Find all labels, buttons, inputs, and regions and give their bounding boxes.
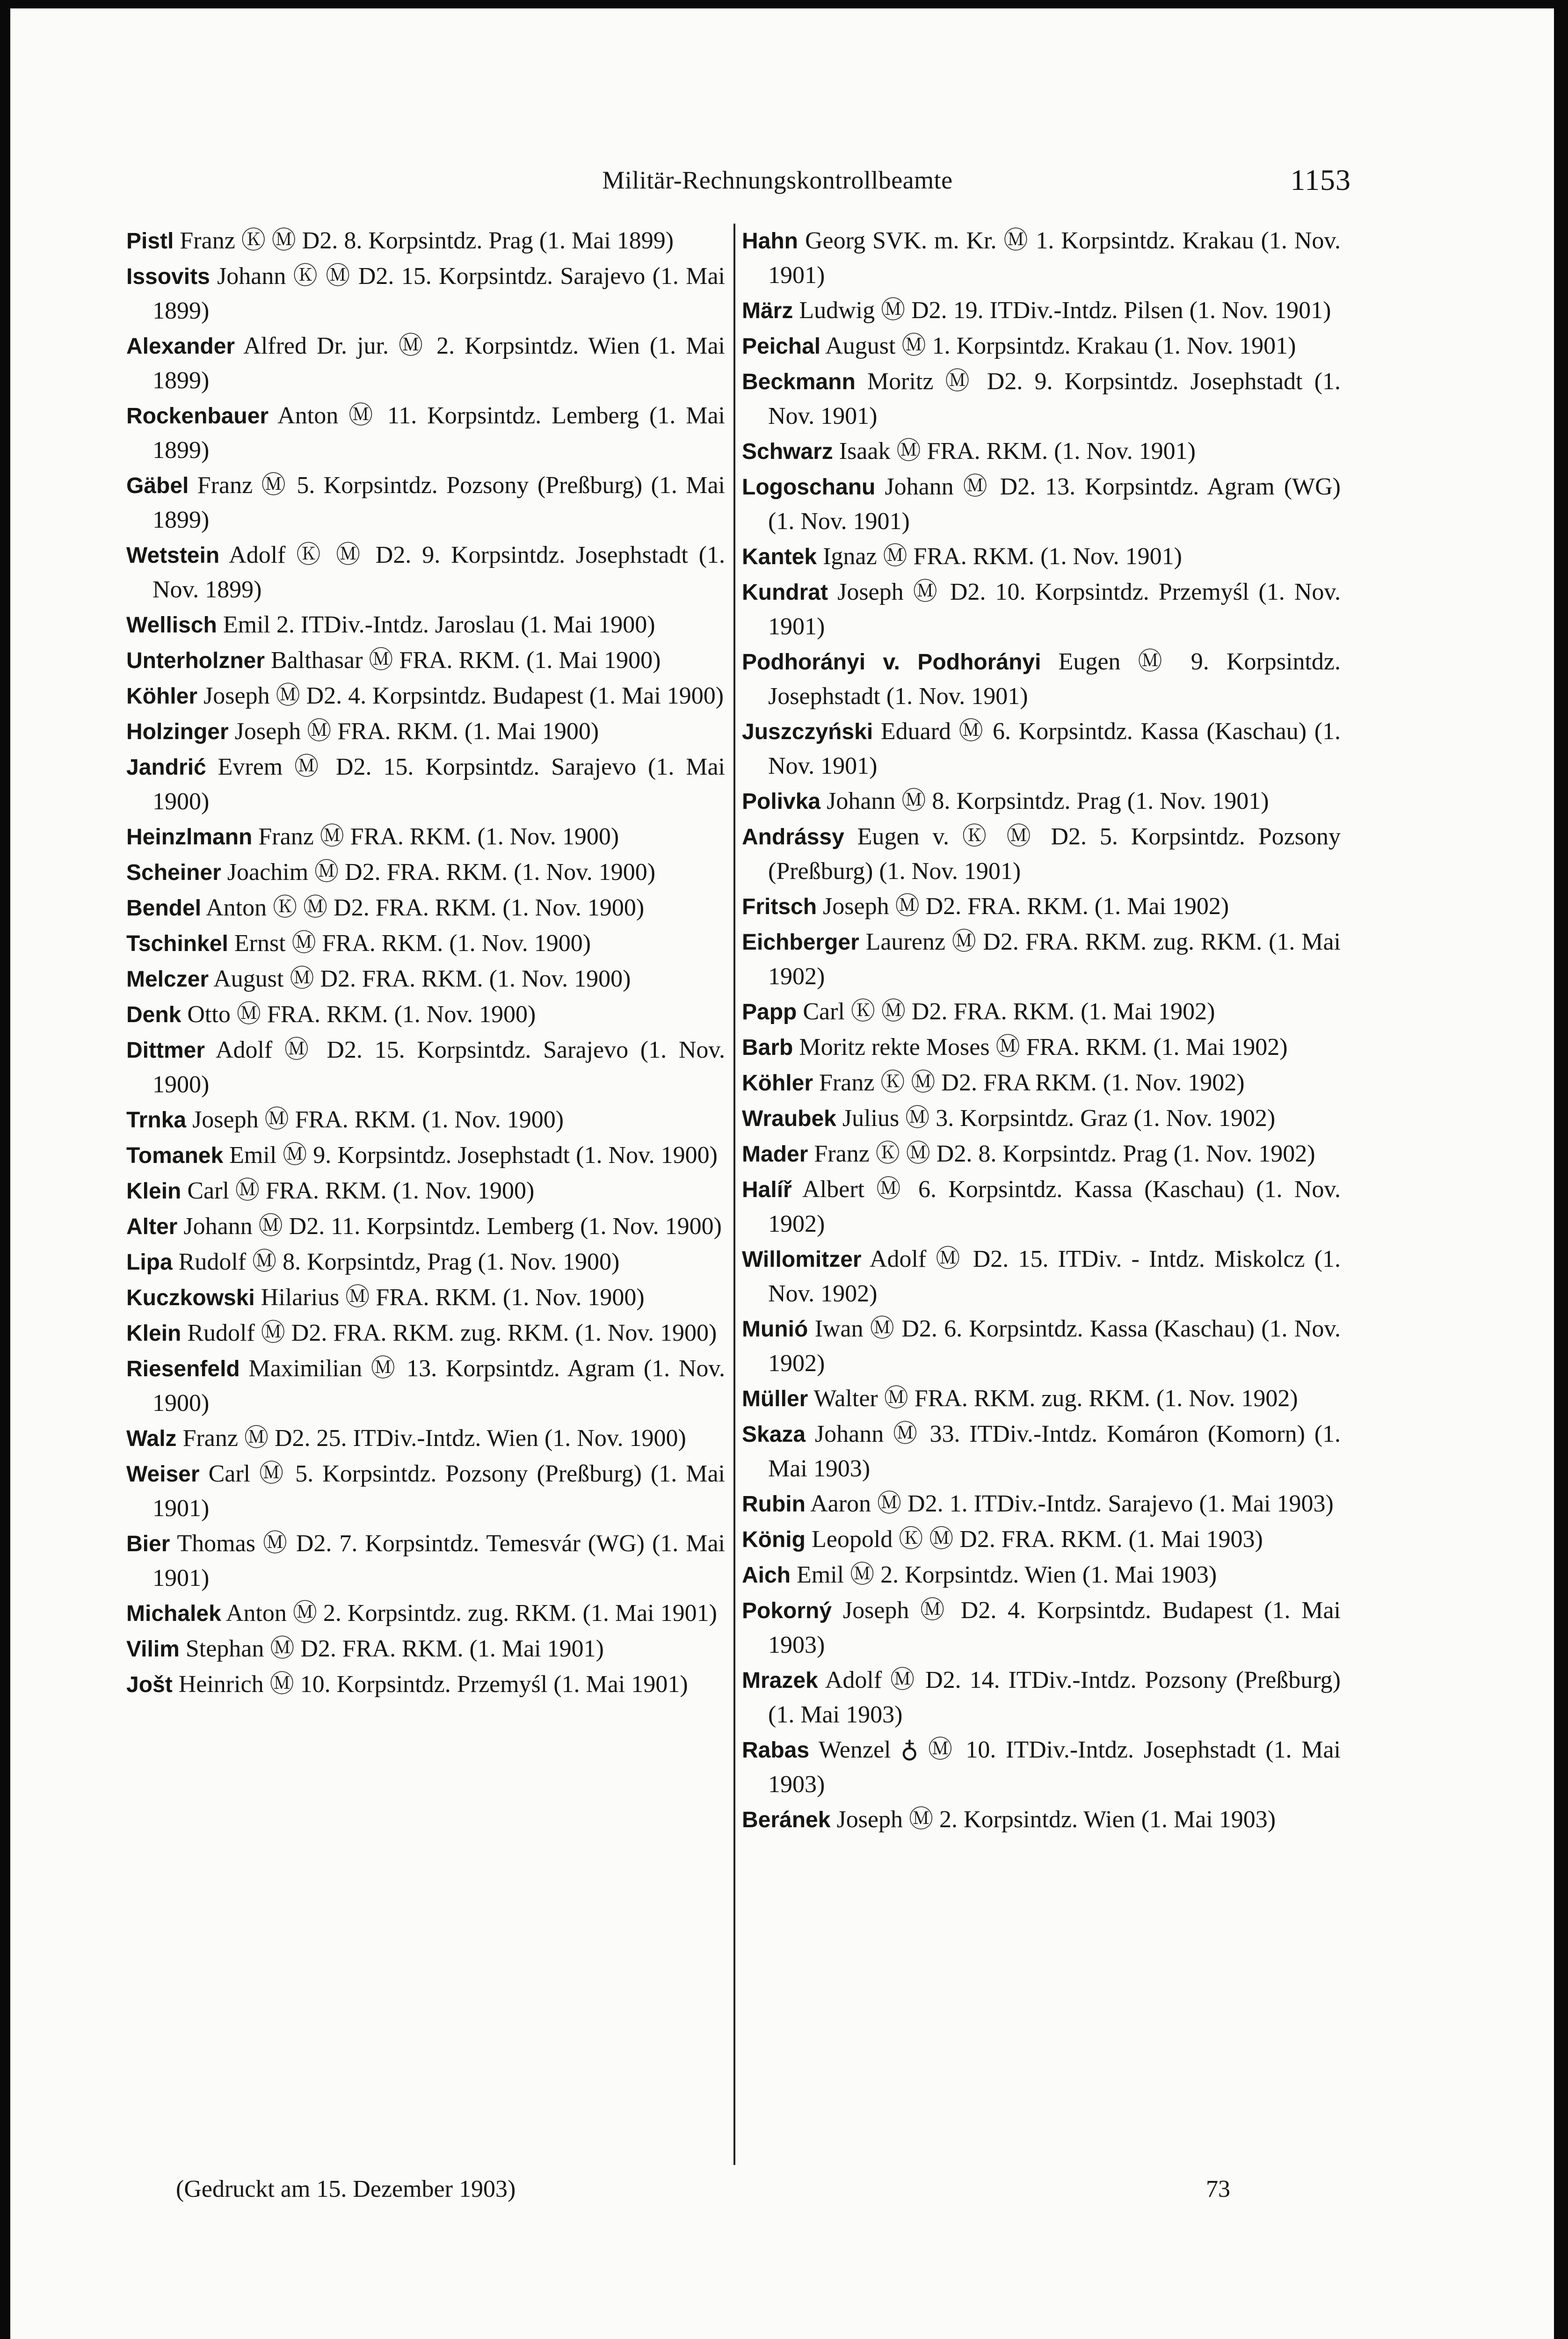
- entry-surname: Jandrić: [126, 755, 206, 780]
- entry-surname: Andrássy: [742, 825, 844, 850]
- directory-entry: [742, 925, 1341, 994]
- entry-details: Eugen v. Ⓚ Ⓜ D2. 5. Korpsintdz. Pozsony (Preßburg) (1. Nov. 1901): [768, 823, 1341, 885]
- entry-details: Albert Ⓜ 6. Korpsintdz. Kassa (Kaschau) (1. Nov. 1902): [768, 1176, 1341, 1237]
- entry-surname: Bier: [126, 1532, 170, 1556]
- directory-entry: [742, 995, 1341, 1029]
- entry-surname: Podhorányi v. Podhorányi: [742, 650, 1041, 675]
- entry-details: Carl Ⓜ FRA. RKM. (1. Nov. 1900): [187, 1177, 535, 1204]
- column-divider: [733, 224, 735, 2165]
- left-column: [126, 224, 725, 1703]
- entry-details: Georg SVK. m. Kr. Ⓜ 1. Korpsintdz. Krakau (1. Nov. 1901): [768, 227, 1341, 289]
- directory-entry: [742, 575, 1341, 644]
- directory-entry: [742, 1030, 1341, 1065]
- directory-entry: [742, 329, 1341, 363]
- entry-surname: Wetstein: [126, 543, 220, 568]
- entry-details: Anton Ⓜ 2. Korpsintdz. zug. RKM. (1. Mai 1901): [225, 1600, 717, 1627]
- entry-details: Moritz Ⓜ D2. 9. Korpsintdz. Josephstadt (1. Nov. 1901): [768, 368, 1341, 429]
- entry-details: Eugen Ⓜ 9. Korpsintdz. Josephstadt (1. Nov. 1901): [768, 648, 1341, 710]
- directory-entry: [742, 1522, 1341, 1557]
- entry-surname: Pistl: [126, 229, 174, 254]
- entry-surname: Halíř: [742, 1177, 792, 1202]
- directory-entry: [126, 538, 725, 607]
- entry-details: Eduard Ⓜ 6. Korpsintdz. Kassa (Kaschau) (1. Nov. 1901): [768, 718, 1341, 779]
- entry-surname: Tomanek: [126, 1143, 224, 1168]
- entry-details: Ludwig Ⓜ D2. 19. ITDiv.-Intdz. Pilsen (1. Nov. 1901): [799, 297, 1331, 324]
- directory-entry: [126, 1209, 725, 1244]
- entry-surname: Eichberger: [742, 930, 859, 955]
- entry-details: Emil 2. ITDiv.-Intdz. Jaroslau (1. Mai 1900): [223, 611, 655, 638]
- directory-entry: [126, 1667, 725, 1702]
- directory-entry: [126, 926, 725, 961]
- directory-entry: [126, 1103, 725, 1137]
- entry-details: Emil Ⓜ 2. Korpsintdz. Wien (1. Mai 1903): [797, 1562, 1217, 1588]
- directory-entry: [126, 329, 725, 398]
- entry-surname: Schwarz: [742, 439, 833, 464]
- directory-entry: [126, 1174, 725, 1208]
- entry-details: Isaak Ⓜ FRA. RKM. (1. Nov. 1901): [839, 438, 1196, 465]
- entry-details: Aaron Ⓜ D2. 1. ITDiv.-Intdz. Sarajevo (1. Mai 1903): [810, 1490, 1334, 1517]
- directory-entry: [126, 750, 725, 819]
- entry-surname: Beránek: [742, 1808, 831, 1832]
- directory-entry: [742, 889, 1341, 924]
- directory-entry: [742, 1242, 1341, 1311]
- directory-entry: [126, 1245, 725, 1279]
- directory-entry: [126, 820, 725, 854]
- entry-surname: Kuczkowski: [126, 1286, 255, 1310]
- entry-details: Maximilian Ⓜ 13. Korpsintdz. Agram (1. Nov. 1900): [152, 1355, 726, 1416]
- entry-details: Joseph Ⓜ D2. 4. Korpsintdz. Budapest (1. Mai 1900): [203, 683, 724, 709]
- directory-entry: [742, 1558, 1341, 1592]
- entry-surname: Beckmann: [742, 370, 856, 394]
- directory-entry: [742, 434, 1341, 469]
- entry-surname: Köhler: [742, 1071, 813, 1096]
- entry-surname: Müller: [742, 1387, 808, 1411]
- entry-surname: Rockenbauer: [126, 404, 269, 429]
- directory-entry: [742, 1593, 1341, 1662]
- entry-details: Johann Ⓜ D2. 13. Korpsintdz. Agram (WG) (1. Nov. 1901): [768, 473, 1341, 535]
- directory-entry: [126, 1316, 725, 1351]
- directory-entry: [742, 364, 1341, 433]
- entry-surname: Issovits: [126, 264, 210, 289]
- entry-details: Anton Ⓜ 11. Korpsintdz. Lemberg (1. Mai 1899): [152, 402, 725, 464]
- entry-details: Adolf Ⓜ D2. 14. ITDiv.-Intdz. Pozsony (Preßburg) (1. Mai 1903): [768, 1667, 1341, 1728]
- entry-details: Johann Ⓜ 33. ITDiv.-Intdz. Komáron (Komorn) (1. Mai 1903): [768, 1421, 1341, 1482]
- entry-details: Johann Ⓜ D2. 11. Korpsintdz. Lemberg (1. Nov. 1900): [183, 1213, 722, 1240]
- entry-surname: Wraubek: [742, 1106, 836, 1131]
- entry-surname: Walz: [126, 1426, 177, 1451]
- entry-details: Franz Ⓚ Ⓜ D2. 8. Korpsintdz. Prag (1. Mai 1899): [180, 227, 674, 254]
- directory-entry: [126, 1351, 725, 1420]
- directory-entry: [126, 1421, 725, 1456]
- entry-details: Joseph Ⓜ FRA. RKM. (1. Mai 1900): [234, 718, 599, 745]
- directory-entry: [126, 468, 725, 537]
- entry-surname: Skaza: [742, 1422, 806, 1447]
- entry-surname: Dittmer: [126, 1038, 205, 1063]
- directory-entry: [126, 714, 725, 749]
- entry-details: Thomas Ⓜ D2. 7. Korpsintdz. Temesvár (WG) (1. Mai 1901): [152, 1530, 725, 1591]
- entry-surname: Melczer: [126, 967, 209, 992]
- page-number: 1153: [1290, 163, 1351, 196]
- entry-surname: Alter: [126, 1214, 178, 1239]
- directory-entry: [742, 1802, 1341, 1837]
- entry-details: Wenzel ♁ Ⓜ 10. ITDiv.-Intdz. Josephstadt (1. Mai 1903): [768, 1736, 1341, 1798]
- directory-entry: [126, 891, 725, 925]
- entry-surname: Fritsch: [742, 894, 817, 919]
- directory-entry: [126, 1596, 725, 1631]
- entry-details: Joseph Ⓜ 2. Korpsintdz. Wien (1. Mai 1903): [836, 1806, 1276, 1833]
- entry-surname: Papp: [742, 1000, 797, 1024]
- entry-surname: Weiser: [126, 1462, 200, 1487]
- sheet-signature: 73: [1206, 2176, 1230, 2202]
- entry-surname: Unterholzner: [126, 648, 265, 673]
- entry-details: Johann Ⓚ Ⓜ D2. 15. Korpsintdz. Sarajevo (1. Mai 1899): [152, 263, 725, 324]
- entry-details: Joachim Ⓜ D2. FRA. RKM. (1. Nov. 1900): [227, 859, 656, 886]
- directory-entry: [126, 259, 725, 328]
- entry-surname: Bendel: [126, 896, 202, 921]
- directory-entry: [126, 855, 725, 890]
- entry-details: Evrem Ⓜ D2. 15. Korpsintdz. Sarajevo (1. Mai 1900): [152, 754, 725, 815]
- directory-entry: [126, 997, 725, 1032]
- entry-details: Julius Ⓜ 3. Korpsintdz. Graz (1. Nov. 1902): [842, 1105, 1276, 1132]
- entry-surname: Köhler: [126, 684, 198, 709]
- directory-entry: [742, 645, 1341, 713]
- entry-details: Ignaz Ⓜ FRA. RKM. (1. Nov. 1901): [823, 543, 1182, 570]
- entry-surname: Polivka: [742, 789, 821, 814]
- entry-surname: Rabas: [742, 1738, 810, 1763]
- entry-details: Joseph Ⓜ FRA. RKM. (1. Nov. 1900): [192, 1106, 564, 1133]
- directory-entry: [742, 1381, 1341, 1416]
- entry-surname: Lipa: [126, 1250, 173, 1275]
- entry-surname: Mrazek: [742, 1668, 818, 1693]
- entry-surname: Munió: [742, 1317, 808, 1342]
- entry-details: Johann Ⓜ 8. Korpsintdz. Prag (1. Nov. 1901): [827, 788, 1269, 814]
- entry-surname: Scheiner: [126, 860, 221, 885]
- entry-surname: Klein: [126, 1321, 181, 1346]
- right-column: [742, 224, 1341, 1838]
- entry-details: Hilarius Ⓜ FRA. RKM. (1. Nov. 1900): [261, 1284, 645, 1311]
- entry-details: Leopold Ⓚ Ⓜ D2. FRA. RKM. (1. Mai 1903): [811, 1526, 1263, 1553]
- directory-entry: [126, 224, 725, 258]
- directory-entry: [742, 1172, 1341, 1241]
- entry-surname: Mader: [742, 1142, 808, 1167]
- entry-surname: Peichal: [742, 334, 821, 359]
- entry-surname: Michalek: [126, 1601, 221, 1626]
- entry-details: Otto Ⓜ FRA. RKM. (1. Nov. 1900): [187, 1001, 536, 1028]
- entry-surname: Jošt: [126, 1672, 173, 1697]
- directory-entry: [742, 224, 1341, 292]
- running-head: Militär-Rechnungskontrollbeamte: [602, 166, 953, 194]
- entry-details: Adolf Ⓜ D2. 15. ITDiv. - Intdz. Miskolcz (1. Nov. 1902): [768, 1246, 1341, 1307]
- entry-details: Carl Ⓜ 5. Korpsintdz. Pozsony (Preßburg) (1. Mai 1901): [152, 1460, 726, 1522]
- entry-details: Joseph Ⓜ D2. 10. Korpsintdz. Przemyśl (1. Nov. 1901): [768, 579, 1341, 640]
- directory-entry: [742, 293, 1341, 328]
- directory-entry: [126, 643, 725, 678]
- entry-surname: Gäbel: [126, 473, 189, 498]
- directory-entry: [126, 679, 725, 713]
- entry-details: Adolf Ⓚ Ⓜ D2. 9. Korpsintdz. Josephstadt (1. Nov. 1899): [152, 542, 725, 603]
- entry-details: Franz Ⓜ 5. Korpsintdz. Pozsony (Preßburg) (1. Mai 1899): [152, 472, 725, 533]
- directory-entry: [742, 470, 1341, 538]
- directory-entry: [742, 1101, 1341, 1136]
- entry-surname: Kantek: [742, 545, 817, 569]
- entry-details: Franz Ⓚ Ⓜ D2. 8. Korpsintdz. Prag (1. Nov. 1902): [814, 1140, 1315, 1167]
- directory-entry: [126, 1280, 725, 1315]
- directory-entry: [742, 539, 1341, 574]
- entry-details: Iwan Ⓜ D2. 6. Korpsintdz. Kassa (Kaschau) (1. Nov. 1902): [768, 1315, 1341, 1377]
- entry-details: Ernst Ⓜ FRA. RKM. (1. Nov. 1900): [234, 930, 591, 957]
- directory-entry: [126, 399, 725, 467]
- entry-details: Rudolf Ⓜ 8. Korpsintdz, Prag (1. Nov. 1900): [178, 1249, 620, 1275]
- entry-details: Franz Ⓚ Ⓜ D2. FRA RKM. (1. Nov. 1902): [819, 1069, 1245, 1096]
- entry-details: Franz Ⓜ FRA. RKM. (1. Nov. 1900): [258, 823, 619, 850]
- directory-entry: [742, 1066, 1341, 1100]
- entry-details: Carl Ⓚ Ⓜ D2. FRA. RKM. (1. Mai 1902): [803, 998, 1215, 1025]
- entry-surname: Aich: [742, 1563, 791, 1588]
- directory-entry: [126, 608, 725, 642]
- entry-details: Moritz rekte Moses Ⓜ FRA. RKM. (1. Mai 1902): [799, 1034, 1288, 1061]
- entry-surname: Barb: [742, 1035, 793, 1060]
- entry-details: Alfred Dr. jur. Ⓜ 2. Korpsintdz. Wien (1. Mai 1899): [152, 333, 725, 394]
- entry-surname: Logoschanu: [742, 475, 876, 500]
- directory-entry: [742, 1487, 1341, 1521]
- entry-details: Stephan Ⓜ D2. FRA. RKM. (1. Mai 1901): [185, 1635, 604, 1662]
- entry-details: August Ⓜ 1. Korpsintdz. Krakau (1. Nov. 1901): [825, 333, 1296, 359]
- entry-surname: Wellisch: [126, 613, 217, 638]
- directory-entry: [126, 1632, 725, 1666]
- entry-details: August Ⓜ D2. FRA. RKM. (1. Nov. 1900): [213, 966, 631, 992]
- entry-surname: Juszczyński: [742, 719, 873, 744]
- entry-surname: Willomitzer: [742, 1247, 862, 1272]
- entry-surname: Pokorný: [742, 1598, 832, 1623]
- entry-details: Anton Ⓚ Ⓜ D2. FRA. RKM. (1. Nov. 1900): [206, 894, 645, 921]
- entry-surname: März: [742, 298, 793, 323]
- entry-details: Adolf Ⓜ D2. 15. Korpsintdz. Sarajevo (1. Nov. 1900): [152, 1037, 725, 1098]
- directory-entry: [742, 714, 1341, 783]
- directory-entry: [742, 784, 1341, 819]
- entry-surname: Kundrat: [742, 580, 828, 605]
- directory-entry: [742, 820, 1341, 888]
- entry-details: Franz Ⓜ D2. 25. ITDiv.-Intdz. Wien (1. Nov. 1900): [182, 1425, 686, 1452]
- entry-details: Walter Ⓜ FRA. RKM. zug. RKM. (1. Nov. 1902): [813, 1385, 1298, 1412]
- entry-surname: Trnka: [126, 1108, 187, 1133]
- entry-details: Laurenz Ⓜ D2. FRA. RKM. zug. RKM. (1. Mai 1902): [768, 929, 1341, 990]
- entry-surname: König: [742, 1527, 806, 1552]
- directory-entry: [126, 1138, 725, 1173]
- entry-surname: Vilim: [126, 1637, 180, 1662]
- entry-surname: Klein: [126, 1179, 181, 1204]
- entry-details: Joseph Ⓜ D2. 4. Korpsintdz. Budapest (1. Mai 1903): [768, 1597, 1341, 1658]
- entry-surname: Holzinger: [126, 719, 229, 744]
- directory-entry: [126, 1457, 725, 1525]
- print-date-note: (Gedruckt am 15. Dezember 1903): [176, 2176, 516, 2202]
- directory-entry: [126, 1033, 725, 1102]
- entry-details: Heinrich Ⓜ 10. Korpsintdz. Przemyśl (1. Mai 1901): [178, 1671, 688, 1698]
- directory-entry: [742, 1733, 1341, 1801]
- entry-details: Emil Ⓜ 9. Korpsintdz. Josephstadt (1. Nov. 1900): [229, 1142, 718, 1169]
- entry-surname: Hahn: [742, 229, 798, 254]
- directory-entry: [742, 1137, 1341, 1171]
- entry-surname: Alexander: [126, 334, 235, 359]
- directory-entry: [742, 1417, 1341, 1486]
- directory-entry: [742, 1312, 1341, 1380]
- directory-entry: [126, 1526, 725, 1595]
- entry-surname: Rubin: [742, 1492, 806, 1517]
- entry-details: Joseph Ⓜ D2. FRA. RKM. (1. Mai 1902): [823, 893, 1229, 920]
- directory-entry: [126, 962, 725, 996]
- entry-surname: Denk: [126, 1002, 181, 1027]
- entry-details: Balthasar Ⓜ FRA. RKM. (1. Mai 1900): [271, 647, 661, 674]
- entry-surname: Tschinkel: [126, 931, 228, 956]
- entry-surname: Heinzlmann: [126, 825, 253, 850]
- entry-details: Rudolf Ⓜ D2. FRA. RKM. zug. RKM. (1. Nov. 1900): [187, 1320, 717, 1346]
- directory-entry: [742, 1663, 1341, 1732]
- entry-surname: Riesenfeld: [126, 1357, 240, 1381]
